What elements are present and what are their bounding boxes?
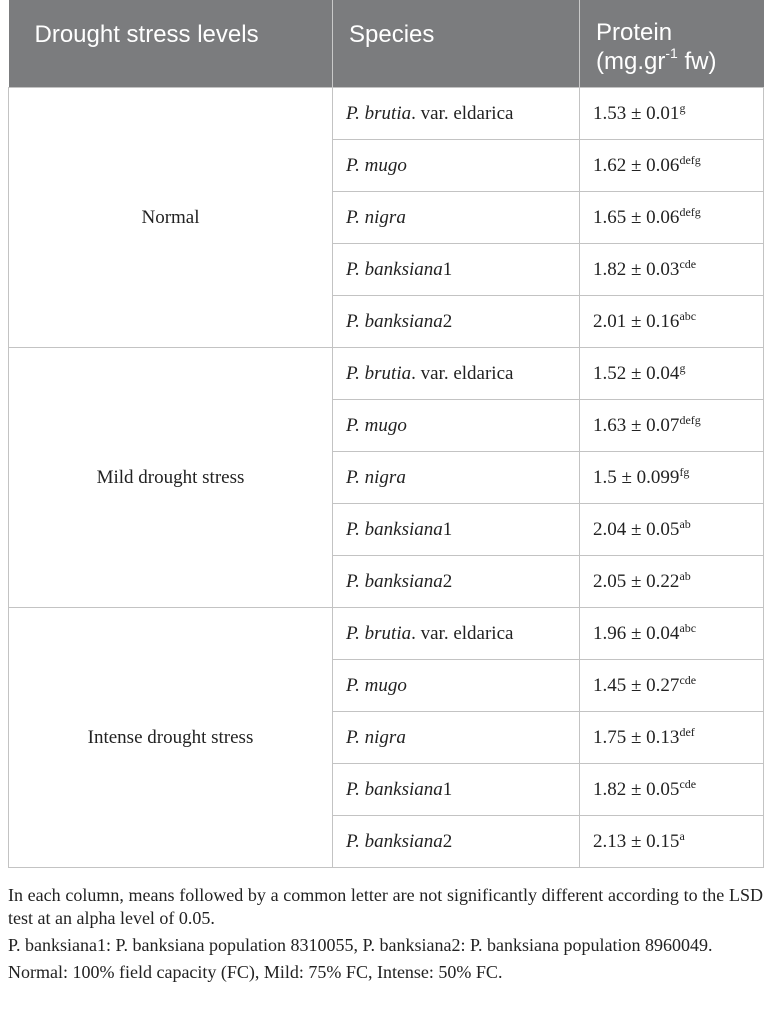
species-name: P. banksiana [346,310,443,332]
protein-value: 1.53 ± 0.01 [593,102,680,124]
species-suffix: 2 [442,310,453,332]
protein-value-cell [580,504,764,556]
header-row [9,0,764,88]
species-name: P. banksiana [346,778,443,800]
protein-value-cell [580,764,764,816]
species-cell [333,244,580,296]
drought-level-cell: Normal [9,88,333,348]
species-cell [333,88,580,140]
species-name: P. mugo [346,154,407,176]
species-cell [333,556,580,608]
significance-letters: defg [679,412,701,427]
protein-value-cell [580,140,764,192]
protein-value-cell [580,556,764,608]
significance-letters: defg [679,204,701,219]
drought-level-cell: Intense drought stress [9,608,333,868]
species-suffix: . var. eldarica [411,622,514,644]
table-row [9,608,764,660]
significance-letters: def [679,724,695,739]
protein-value: 1.65 ± 0.06 [593,206,680,228]
species-name: P. brutia [346,362,412,384]
header-species: Species [333,0,580,88]
species-cell [333,764,580,816]
species-cell [333,348,580,400]
species-suffix: 2 [442,570,453,592]
protein-value-cell [580,348,764,400]
protein-value: 1.63 ± 0.07 [593,414,680,436]
table-header [9,0,764,88]
protein-value-cell [580,816,764,868]
species-cell [333,608,580,660]
species-cell [333,192,580,244]
significance-letters: fg [679,464,690,479]
protein-value: 1.75 ± 0.13 [593,726,680,748]
species-cell [333,452,580,504]
species-name: P. banksiana [346,830,443,852]
protein-value: 1.52 ± 0.04 [593,362,680,384]
protein-value: 2.05 ± 0.22 [593,570,680,592]
protein-value: 1.82 ± 0.03 [593,258,680,280]
species-name: P. brutia [346,102,412,124]
species-name: P. nigra [346,726,406,748]
species-cell [333,140,580,192]
significance-letters: cde [679,256,697,271]
species-suffix: . var. eldarica [411,362,514,384]
protein-value-cell [580,712,764,764]
significance-letters: a [679,828,685,843]
protein-value-cell [580,452,764,504]
footnote: Normal: 100% field capacity (FC), Mild: 75% FC, Intense: 50% FC. [8,962,503,982]
protein-value-cell [580,296,764,348]
significance-letters: cde [679,776,697,791]
footnote: P. banksiana1: P. banksiana population 8310055, P. banksiana2: P. banksiana population 8960049. [8,935,713,955]
protein-table [8,0,764,868]
protein-value: 2.04 ± 0.05 [593,518,680,540]
species-name: P. banksiana [346,518,443,540]
species-cell [333,712,580,764]
species-suffix: 1 [442,258,453,280]
species-suffix: . var. eldarica [411,102,514,124]
table-row [9,88,764,140]
species-name: P. nigra [346,466,406,488]
species-cell [333,660,580,712]
protein-value: 1.96 ± 0.04 [593,622,680,644]
species-suffix: 1 [442,518,453,540]
species-name: P. banksiana [346,258,443,280]
species-suffix: 1 [442,778,453,800]
species-cell [333,504,580,556]
protein-value-cell [580,400,764,452]
protein-value: 2.01 ± 0.16 [593,310,680,332]
species-name: P. nigra [346,206,406,228]
drought-level-cell: Mild drought stress [9,348,333,608]
protein-value: 1.5 ± 0.099 [593,466,680,488]
protein-value-cell [580,88,764,140]
significance-letters: ab [679,516,691,531]
species-name: P. mugo [346,674,407,696]
significance-letters: cde [679,672,697,687]
significance-letters: abc [679,620,697,635]
header-drought-level: Drought stress levels [9,0,333,88]
protein-value-cell [580,244,764,296]
footnote: In each column, means followed by a common letter are not significantly different according to the LSD test at an alpha level of 0.05. [8,885,763,928]
significance-letters: g [679,100,686,115]
protein-value-cell [580,660,764,712]
protein-value: 1.82 ± 0.05 [593,778,680,800]
header-protein [580,0,764,88]
species-name: P. mugo [346,414,407,436]
species-name: P. brutia [346,622,412,644]
header-protein-line1: Protein [596,19,673,46]
protein-value: 2.13 ± 0.15 [593,830,680,852]
table-body [9,88,764,868]
header-protein-unit-pre: (mg.gr [596,48,666,75]
species-cell [333,296,580,348]
significance-letters: g [679,360,686,375]
protein-value: 1.45 ± 0.27 [593,674,680,696]
protein-value: 1.62 ± 0.06 [593,154,680,176]
header-protein-unit-post: fw) [677,48,717,75]
species-cell [333,400,580,452]
species-name: P. banksiana [346,570,443,592]
species-suffix: 2 [442,830,453,852]
significance-letters: ab [679,568,691,583]
protein-value-cell [580,608,764,660]
species-cell [333,816,580,868]
table-footnotes [8,884,763,988]
table-row [9,348,764,400]
significance-letters: abc [679,308,697,323]
header-protein-unit-sup: -1 [665,45,678,61]
significance-letters: defg [679,152,701,167]
protein-value-cell [580,192,764,244]
